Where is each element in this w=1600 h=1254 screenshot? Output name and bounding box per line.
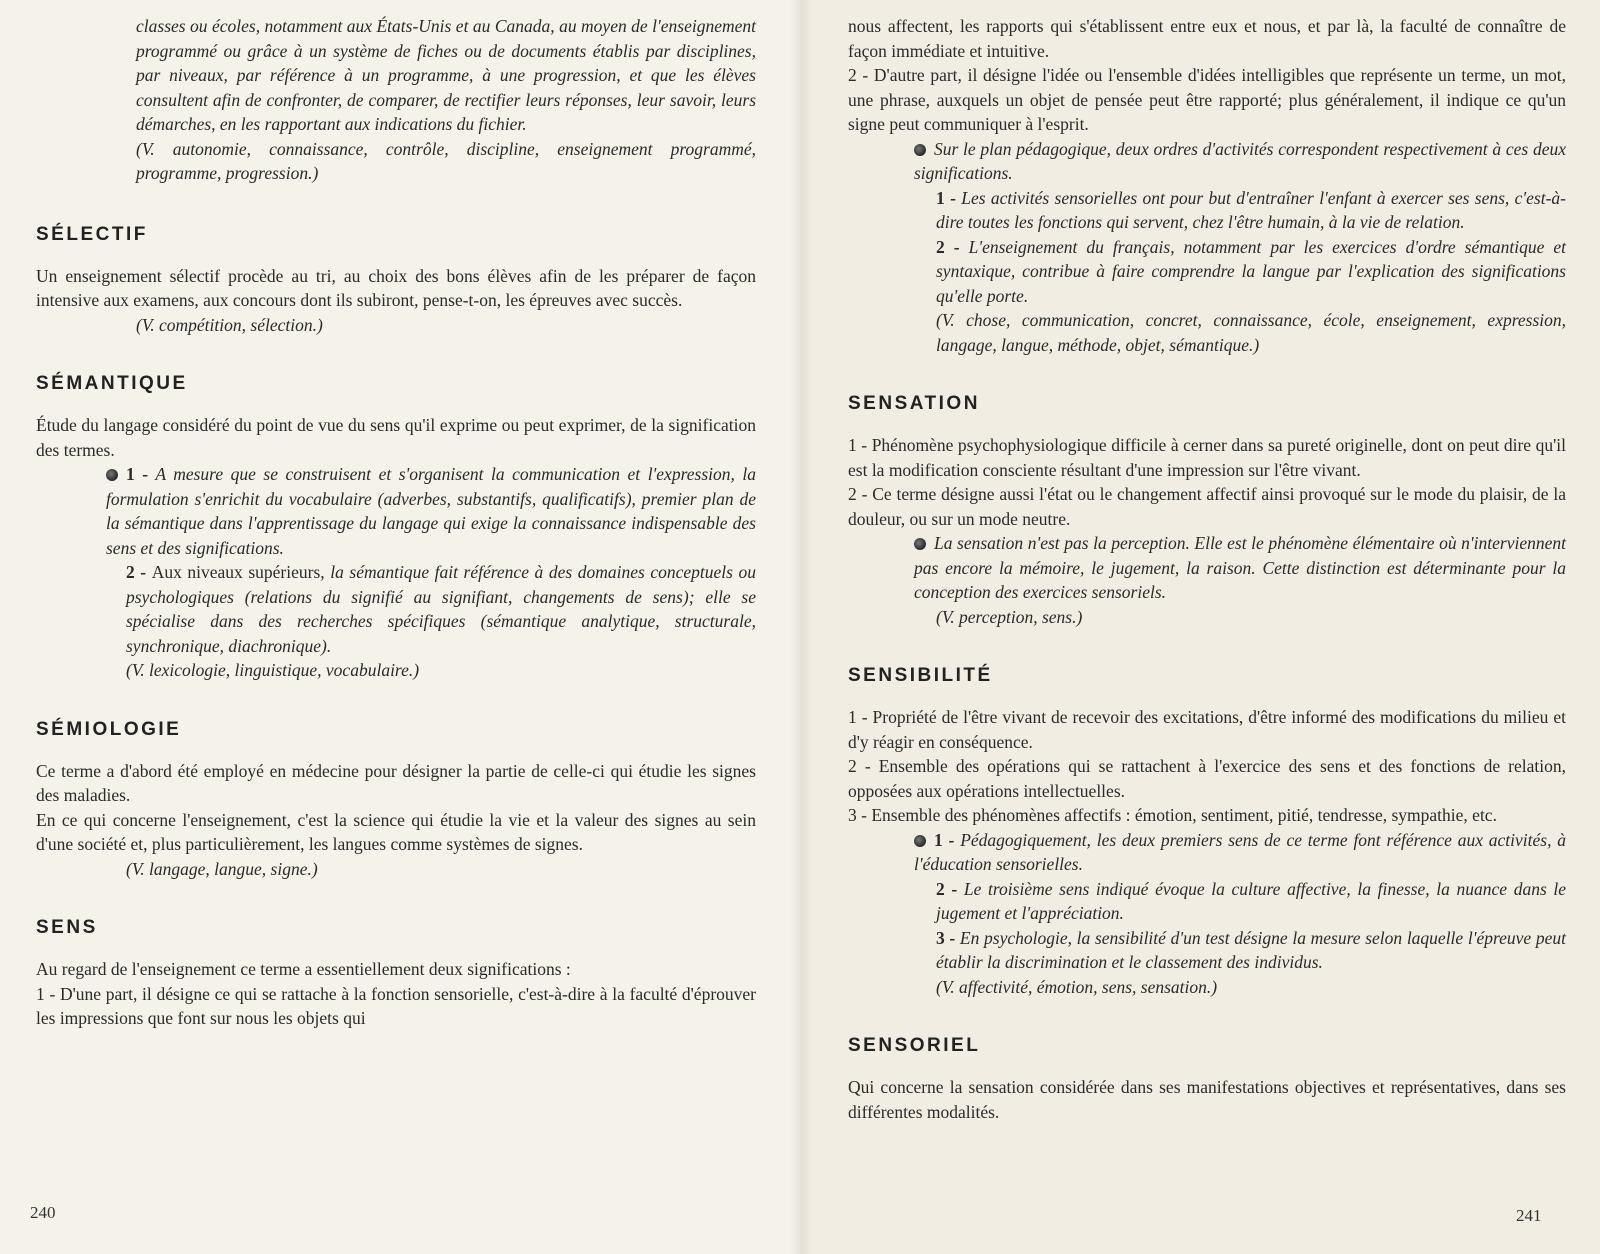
note-text: L'enseignement du français, notamment par les exercices d'ordre sémantique et syntaxique, contribue à faire comprendre la langue par l'explication des significations qu'elle porte. <box>936 236 1567 306</box>
note-text: Pédagogiquement, les deux premiers sens de ce terme font référence aux activités, à l'éducation sensorielles. <box>914 829 1567 874</box>
definition: Étude du langage considéré du point de vue du sens qu'il exprime ou peut exprimer, de la signification des termes. <box>36 415 756 460</box>
bullet-icon <box>914 538 926 550</box>
previous-entry-continuation <box>36 14 756 186</box>
definition: 2 - Ensemble des opérations qui se rattachent à l'exercice des sens et des fonctions de relation, opposées aux opérations intellectuelles. <box>848 756 1566 801</box>
definition: Qui concerne la sensation considérée dans ses manifestations objectives et représentatives, dans ses différentes modalités. <box>848 1077 1566 1122</box>
note-number: 2 - <box>936 878 958 899</box>
entry-sensoriel <box>848 1035 1566 1124</box>
pedagogical-note <box>848 137 1566 358</box>
see-also: (V. affectivité, émotion, sens, sensation.) <box>936 976 1218 997</box>
bullet-icon <box>914 835 926 847</box>
book-gutter <box>790 0 812 1254</box>
note-text: Le troisième sens indiqué évoque la culture affective, la finesse, la nuance dans le jugement et l'appréciation. <box>936 878 1567 923</box>
definition: 3 - Ensemble des phénomènes affectifs : émotion, sentiment, pitié, tendresse, sympathie, etc. <box>848 805 1497 825</box>
bullet-icon <box>914 144 926 156</box>
entry-semantique <box>36 373 756 683</box>
entry-sens <box>36 917 756 1031</box>
note-text: La sensation n'est pas la perception. Elle est le phénomène élémentaire où n'interviennent pas encore la mémoire, le jugement, la raison. Cette distinction est déterminante pour la conception des exercices sensoriels. <box>914 533 1566 602</box>
definition: 2 - Ce terme désigne aussi l'état ou le changement affectif ainsi provoqué sur le mode du plaisir, de la douleur, ou sur un mode neutre. <box>848 484 1566 529</box>
entry-term: SENSORIEL <box>848 1035 981 1056</box>
left-column <box>36 14 756 1031</box>
entry-term: SENSATION <box>848 393 980 414</box>
continuation-text: classes ou écoles, notamment aux États-Unis et au Canada, au moyen de l'enseignement programmé ou grâce à un système de fiches ou de documents établis par disciplines, par niveaux, par référence à un programme, à une progression, et que les élèves consultent afin de confronter, de comparer, de rectifier leurs réponses, leur savoir, leurs démarches, en les rapportant aux indications du fichier. <box>136 16 756 134</box>
definition: 1 - Propriété de l'être vivant de recevoir des excitations, d'être informé des modifications du milieu et d'y réagir en conséquence. <box>848 707 1566 752</box>
entry-term: SENSIBILITÉ <box>848 665 993 686</box>
definition: Au regard de l'enseignement ce terme a essentiellement deux significations : <box>36 959 571 979</box>
see-also: (V. lexicologie, linguistique, vocabulaire.) <box>126 660 420 680</box>
right-column <box>848 14 1566 1124</box>
definition: En ce qui concerne l'enseignement, c'est la science qui étudie la vie et la valeur des signes au sein d'une société et, plus particulièrement, les langues comme systèmes de signes. <box>36 809 756 854</box>
see-also: (V. langage, langue, signe.) <box>126 858 318 879</box>
note-number: 2 - <box>936 236 960 257</box>
note-number: 1 - <box>934 829 955 850</box>
page-number: 241 <box>1516 1206 1542 1225</box>
right-page <box>800 0 1600 1254</box>
note-number: 1 - <box>126 464 149 484</box>
page-number: 240 <box>30 1203 56 1222</box>
pedagogical-note <box>36 462 756 683</box>
definition: Ce terme a d'abord été employé en médecine pour désigner la partie de celle-ci qui étudie les signes des maladies. <box>36 760 756 805</box>
note-text: A mesure que se construisent et s'organisent la communication et l'expression, la formulation s'enrichit du vocabulaire (adverbes, substantifs, qualificatifs), premier plan de la sémantique dans l'apprentissage du langage qui exige la connaissance indispensable des sens et des significations. <box>106 464 756 558</box>
entry-term: SÉLECTIF <box>36 223 148 245</box>
entry-selectif <box>36 224 756 338</box>
entry-term: SENS <box>36 917 98 938</box>
entry-sensibilite <box>848 665 1566 999</box>
pedagogical-note <box>848 828 1566 1000</box>
note-number: 3 - <box>936 927 956 948</box>
definition: 1 - D'une part, il désigne ce qui se rattache à la fonction sensorielle, c'est-à-dire à la faculté d'éprouver les impressions que font sur nous les objets qui <box>36 983 756 1028</box>
definition: Un enseignement sélectif procède au tri, au choix des bons élèves afin de les préparer de façon intensive aux examens, aux concours dont ils subiront, pense-t-on, les épreuves avec succès. <box>36 265 756 310</box>
note-number: 1 - <box>936 187 956 208</box>
pedagogical-note <box>848 531 1566 629</box>
bullet-icon <box>106 469 118 481</box>
see-also: (V. perception, sens.) <box>936 606 1083 627</box>
definition: 2 - D'autre part, il désigne l'idée ou l'ensemble d'idées intelligibles que représente un terme, un mot, une phrase, auxquels un objet de pensée peut être rapporté; plus généralement, il indique ce qu'un signe peut communiquer à l'esprit. <box>848 65 1566 134</box>
note-text-plain: Aux niveaux supérieurs, <box>151 562 325 582</box>
entry-semiologie <box>36 719 756 882</box>
note-text: Sur le plan pédagogique, deux ordres d'activités correspondent respectivement à ces deux significations. <box>914 138 1566 183</box>
entry-sensation <box>848 393 1566 629</box>
definition: nous affectent, les rapports qui s'établissent entre eux et nous, et par là, la faculté de connaître de façon immédiate et intuitive. <box>848 16 1566 61</box>
entry-term: SÉMANTIQUE <box>36 373 188 394</box>
definition: 1 - Phénomène psychophysiologique difficile à cerner dans sa pureté originelle, dont on peut dire qu'il est la modification consciente résultant d'une impression sur l'être vivant. <box>848 435 1566 480</box>
entry-term: SÉMIOLOGIE <box>36 718 182 740</box>
see-also: (V. chose, communication, concret, connaissance, école, enseignement, expression, langage, langue, méthode, objet, sémantique.) <box>936 310 1566 355</box>
see-also: (V. compétition, sélection.) <box>136 314 323 335</box>
note-number: 2 - <box>126 562 147 582</box>
note-text: Les activités sensorielles ont pour but d'entraîner l'enfant à exercer ses sens, c'est-à-dire toutes les fonctions qui servent, chez l'être humain, à la vie de relation. <box>936 187 1566 232</box>
see-also: (V. autonomie, connaissance, contrôle, discipline, enseignement programmé, programme, progression.) <box>136 138 756 183</box>
entry-sens-continued <box>848 14 1566 357</box>
note-text: En psychologie, la sensibilité d'un test désigne la mesure selon laquelle l'épreuve peut établir la discrimination et le classement des individus. <box>936 927 1566 972</box>
note-text: la sémantique fait référence à des domaines conceptuels ou psychologiques (relations du signifié au signifiant, changements de sens); elle se spécialise dans des recherches spécifiques (sémantique analytique, structurale, synchronique, diachronique). <box>126 562 757 656</box>
